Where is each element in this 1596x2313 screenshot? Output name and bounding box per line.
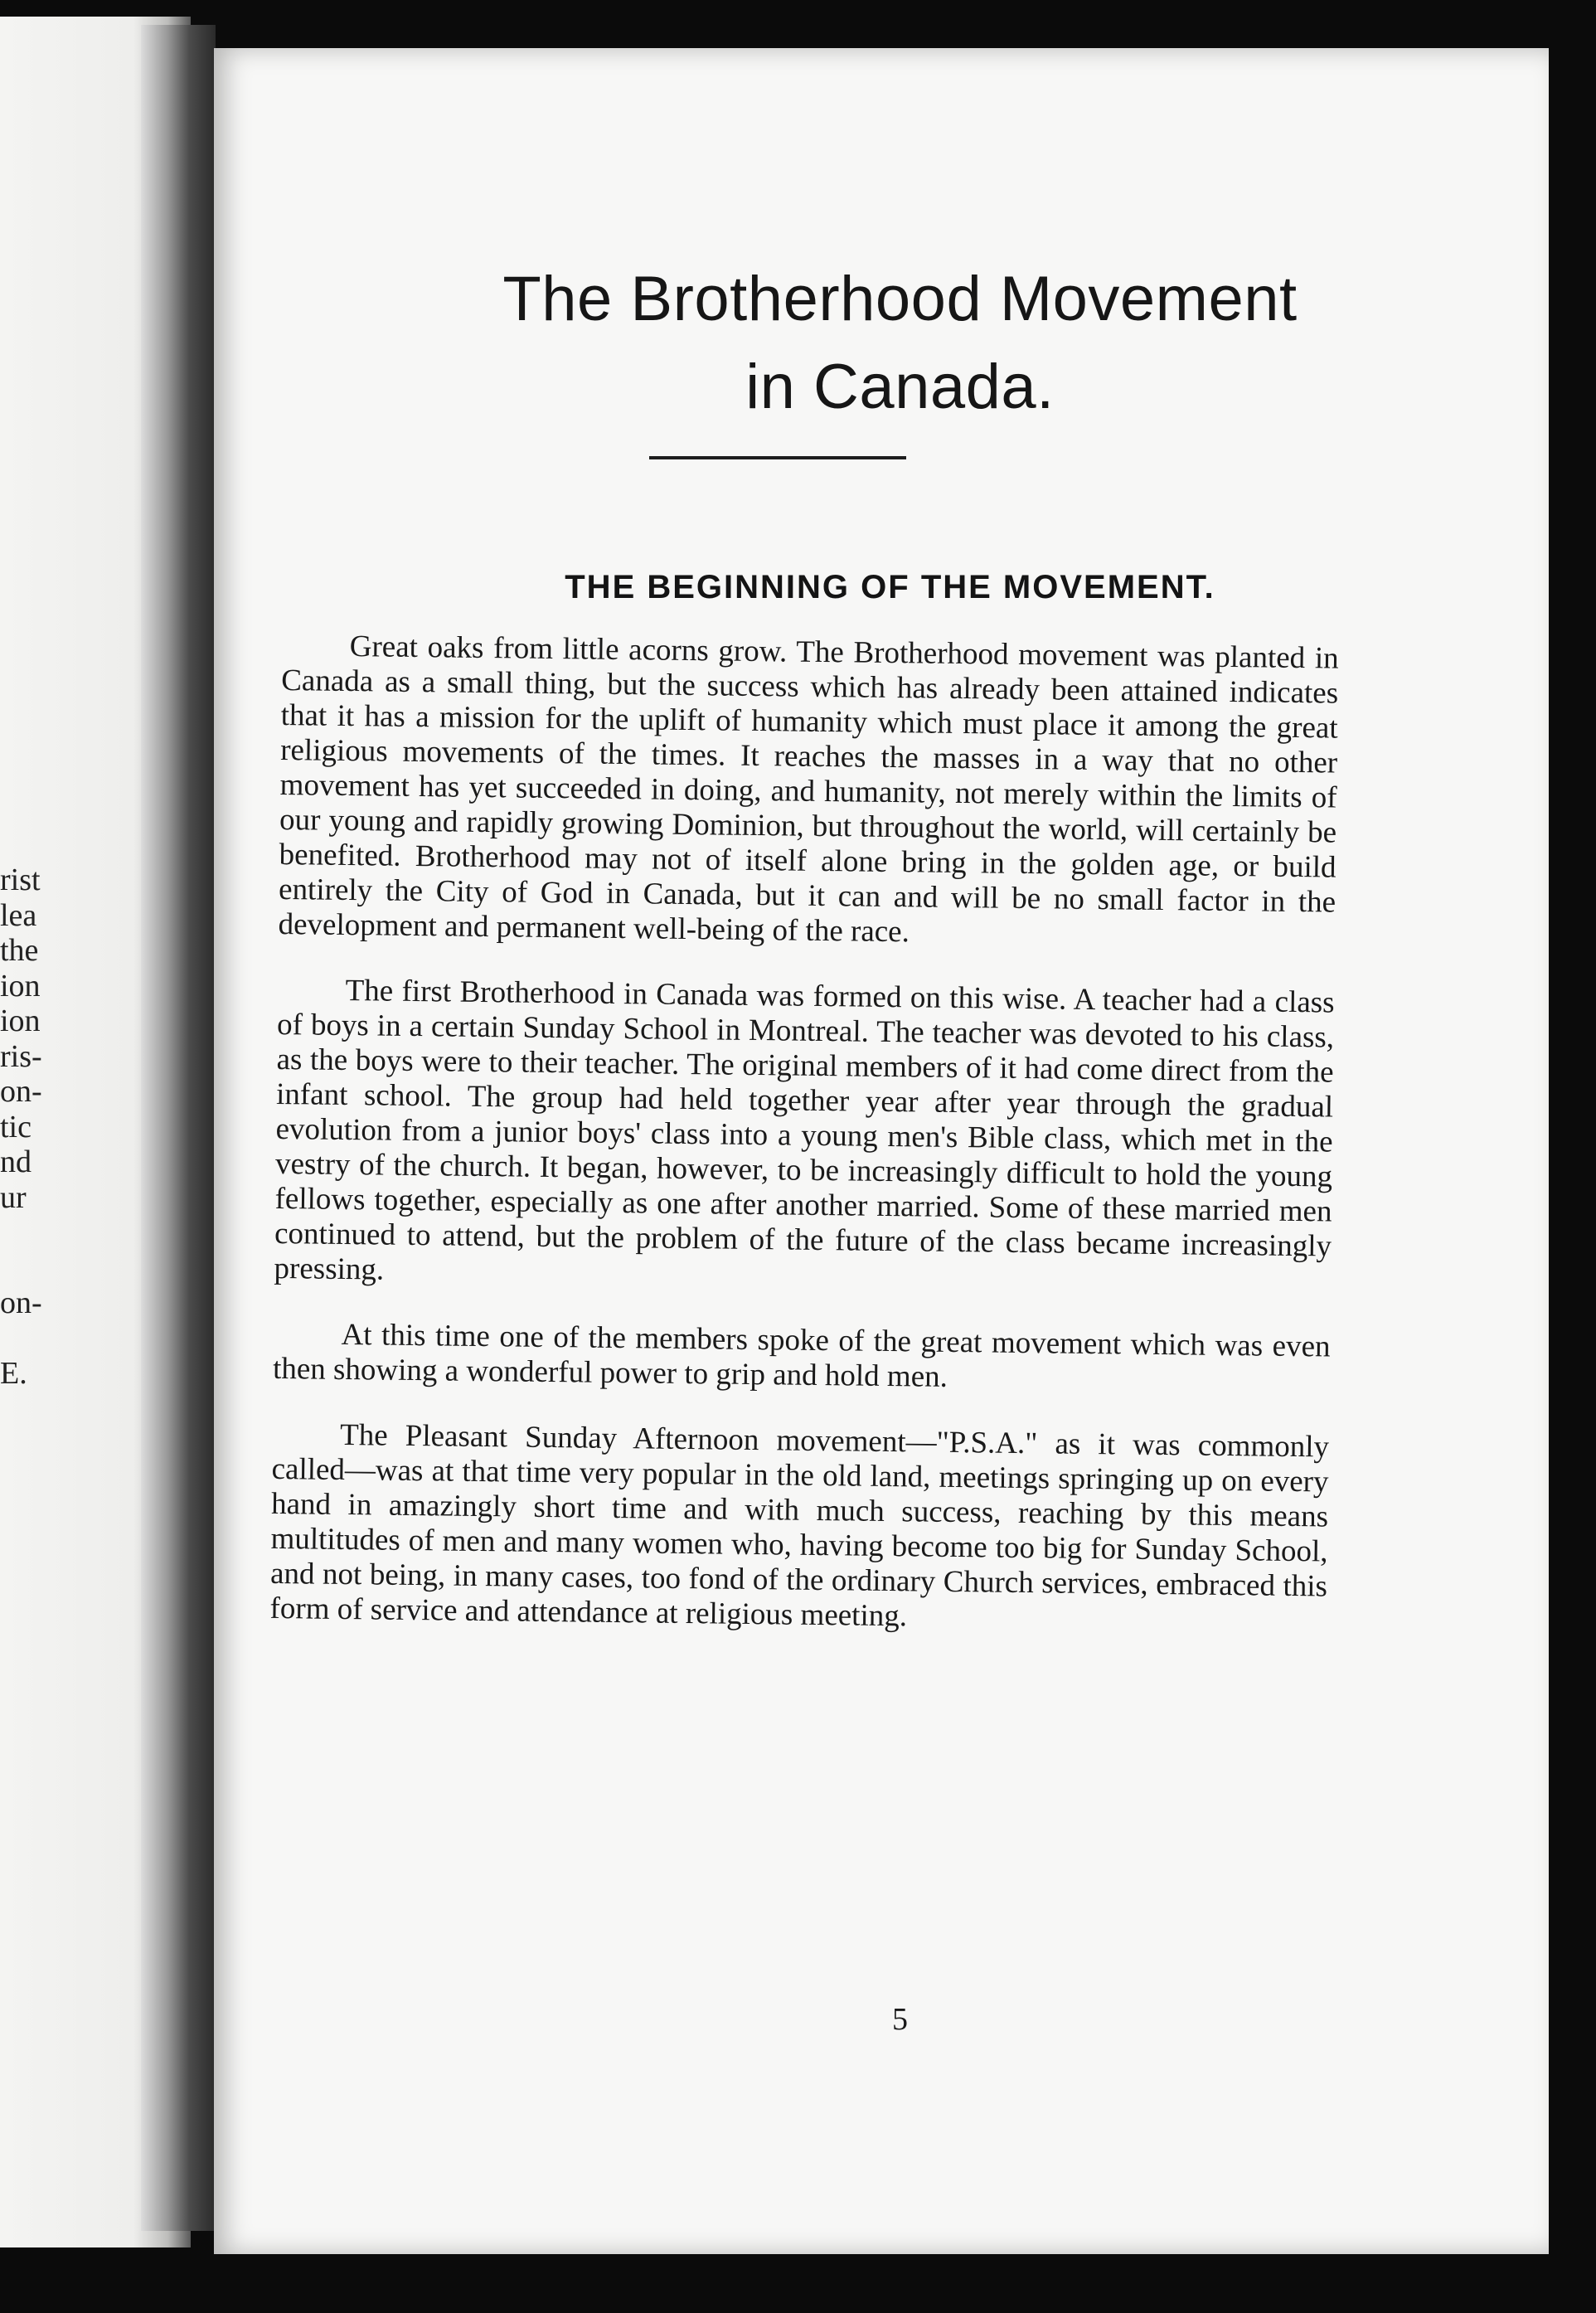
title-line-1: The Brotherhood Movement	[502, 264, 1298, 334]
fragment-line: tic	[0, 1109, 32, 1144]
page-number: 5	[892, 2002, 908, 2037]
title-divider	[649, 456, 906, 459]
fragment-line: on-	[0, 1074, 42, 1109]
book-gutter	[141, 25, 216, 2231]
fragment-line: nd	[0, 1144, 32, 1179]
fragment-line: rist	[0, 863, 41, 897]
fragment-line: ion	[0, 1003, 41, 1038]
paragraph: Great oaks from little acorns grow. The Brotherhood movement was planted in Canada as a small thing, but the success which has already been attained indicates that it has a mission for the uplift of humanity which must place it among the great religious movements of the times. It reaches the masses in a way that no other movement has yet succeeded in doing, and humanity, not merely within the limits of our young and rapidly growing Dominion, but throughout the world, will certainly be benefited. Brotherhood may not of itself alone bring in the golden age, or build entirely the City of God in Canada, but it can and will be no small factor in the development and permanent well-being of the race.	[278, 629, 1339, 950]
section-heading: THE BEGINNING OF THE MOVEMENT.	[565, 569, 1215, 605]
fragment-line: on-	[0, 1285, 42, 1320]
page-title	[214, 255, 1586, 431]
fragment-line	[0, 1321, 66, 1357]
title-line-2: in Canada.	[745, 352, 1055, 422]
fragment-line: ur	[0, 1179, 27, 1215]
paragraph: At this time one of the members spoke of the great movement which was even then showing a wonderful power to grip and hold men.	[272, 1317, 1331, 1394]
fragment-line: ion	[0, 968, 41, 1003]
fragment-line: ris-	[0, 1038, 42, 1074]
document-page	[214, 48, 1549, 2254]
fragment-line: the	[0, 933, 39, 968]
fragment-line	[0, 1251, 66, 1286]
paragraph: The first Brotherhood in Canada was formed on this wise. A teacher had a class of boys in a certain Sunday School in Montreal. The teacher was devoted to his class, as the boys were to their teacher. The original members of it had come direct from the infant school. The group had held together year after year through the gradual evolution from a junior boys' class into a young men's Bible class, which met in the vestry of the church. It began, however, to be increasingly difficult to hold the young fellows together, especially as one after another married. Some of these married men continued to attend, but the problem of the future of the class became increasingly pressing.	[274, 973, 1335, 1287]
fragment-line	[0, 1215, 66, 1251]
paragraph: The Pleasant Sunday Afternoon movement—"P.S.A." as it was commonly called—was at that time very popular in the old land, meetings springing up on every hand in amazingly short time and with much success, reaching by this means multitudes of men and many women who, having become too big for Sunday School, and not being, in many cases, too fond of the ordinary Church services, embraced this form of service and attendance at religious meeting.	[269, 1417, 1330, 1634]
body-text	[269, 629, 1339, 1669]
previous-page-text-fragments	[0, 863, 66, 1392]
fragment-line: E.	[0, 1356, 27, 1391]
fragment-line: lea	[0, 897, 37, 933]
